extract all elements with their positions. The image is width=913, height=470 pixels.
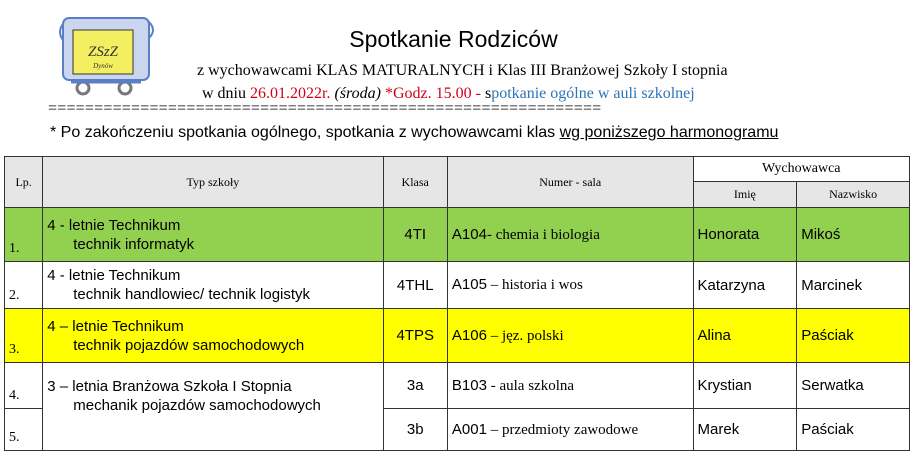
table-row: 2. 4 - letnie Technikum technik handlowiec/ technik logistyk 4THL A105 – historia i wos Katarzyna Marcinek [5,262,910,309]
meeting-time: *Godz. 15.00 - [384,85,485,102]
meeting-date: 26.01.2022r. [250,85,331,102]
schedule-table [4,156,910,451]
header-nazwisko: Nazwisko [797,182,910,208]
page-title: Spotkanie Rodziców [349,26,558,52]
meeting-info: potkanie ogólne w auli szkolnej [491,85,695,102]
header-imie: Imię [693,182,797,208]
date-line: w dniu 26.01.2022r. (środa) *Godz. 15.00 - spotkanie ogólne w auli szkolnej [202,85,695,102]
logo-text: ZSzZ [87,44,119,60]
subtitle-line: z wychowawcami KLAS MATURALNYCH i Klas III Branżowej Szkoły I stopnia [197,62,728,79]
logo-subtext: Dynów [93,62,113,70]
header-wychowawca: Wychowawca [693,157,909,182]
header-klasa: Klasa [383,157,447,208]
separator: ============================================================ [48,100,602,117]
table-row: 5. 3b A001 – przedmioty zawodowe Marek Paściak [5,409,910,451]
schedule-note: * Po zakończeniu spotkania ogólnego, spotkania z wychowawcami klas wg poniższego harmonogramu [50,124,779,141]
table-row: 3. 4 – letnie Technikum technik pojazdów samochodowych 4TPS A106 – jęz. polski Alina Paściak [5,309,910,363]
header-lp: Lp. [5,157,43,208]
header-typ: Typ szkoły [43,157,383,208]
header-numer: Numer - sala [447,157,693,208]
table-row: 1. 4 - letnie Technikum technik informatyk 4TI A104- chemia i biologia Honorata Mikoś [5,208,910,262]
table-row: 4. 3 – letnia Branżowa Szkoła I Stopnia mechanik pojazdów samochodowych 3a B103 - aula szkolna Krystian Serwatka [5,363,910,409]
